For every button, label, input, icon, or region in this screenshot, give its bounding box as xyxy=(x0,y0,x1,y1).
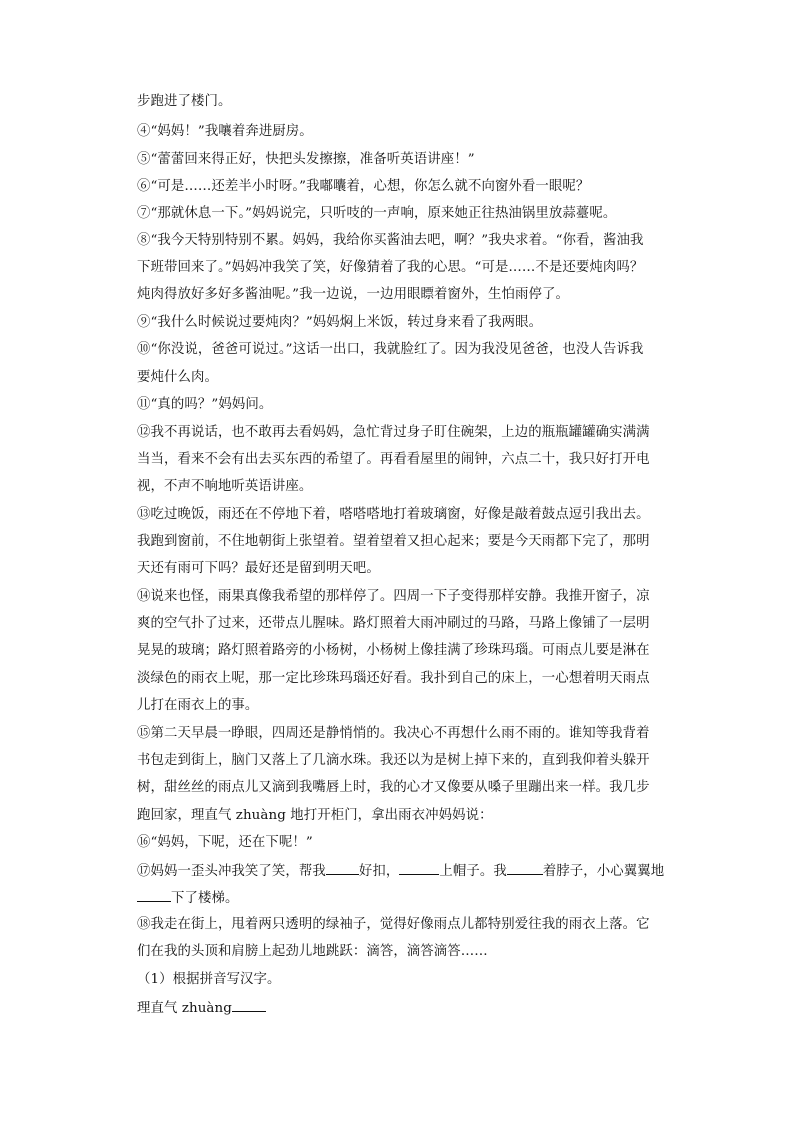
paragraph-17-text-a: ⑰妈妈一歪头冲我笑了笑，帮我 xyxy=(137,864,326,879)
paragraph-15-line-4: 跑回家，理直气 zhuàng 地打开柜门，拿出雨衣冲妈妈说： xyxy=(137,808,493,823)
paragraph-14-line-5: 儿打在雨衣上的事。 xyxy=(137,698,259,713)
paragraph-17-text-e: 下了楼梯。 xyxy=(171,891,239,906)
paragraph-12-line-2: 当当，看来不会有出去买东西的希望了。再看看屋里的闹钟，六点二十，我只好打开电 xyxy=(137,452,650,467)
question-1-title: （1）根据拼音写汉字。 xyxy=(137,972,281,987)
answer-blank[interactable] xyxy=(232,999,266,1012)
paragraph-14-line-4: 淡绿色的雨衣上呢，那一定比珍珠玛瑙还好看。我扑到自己的床上，一心想着明天雨点 xyxy=(137,671,650,686)
paragraph-10-line-1: ⑩“你没说，爸爸可说过。”这话一出口，我就脸红了。因为我没见爸爸，也没人告诉我 xyxy=(137,342,644,357)
paragraph-15-line-1: ⑮第二天早晨一睁眼，四周还是静悄悄的。我决心不再想什么雨不雨的。谁知等我背着 xyxy=(137,726,650,741)
paragraph-13-line-2: 我跑到窗前，不住地朝街上张望着。望着望着又担心起来；要是今天雨都下完了，那明 xyxy=(137,534,650,549)
text-line: 步跑进了楼门。 xyxy=(137,94,232,109)
fill-in-blank[interactable] xyxy=(137,889,171,902)
paragraph-15-line-2: 书包走到街上，脑门又落上了几滴水珠。我还以为是树上掉下来的，直到我仰着头躲开 xyxy=(137,753,650,768)
paragraph-12-line-1: ⑫我不再说话，也不敢再去看妈妈，急忙背过身子盯住碗架，上边的瓶瓶罐罐确实满满 xyxy=(137,425,650,440)
paragraph-10-line-2: 要炖什么肉。 xyxy=(137,370,218,385)
paragraph-13-line-3: 天还有雨可下吗？最好还是留到明天吧。 xyxy=(137,561,380,576)
fill-in-blank[interactable] xyxy=(326,862,359,875)
paragraph-15-line-3: 树，甜丝丝的雨点儿又滴到我嘴唇上时，我的心才又像要从嗓子里蹦出来一样。我几步 xyxy=(137,780,650,795)
paragraph-9: ⑨“我什么时候说过要炖肉？”妈妈焖上米饭，转过身来看了我两眼。 xyxy=(137,315,543,330)
paragraph-11: ⑪“真的吗？”妈妈问。 xyxy=(137,397,273,412)
paragraph-12-line-3: 视，不声不响地听英语讲座。 xyxy=(137,479,313,494)
paragraph-7: ⑦“那就休息一下。”妈妈说完，只听吱的一声响，原来她正往热油锅里放蒜薹呢。 xyxy=(137,206,617,221)
paragraph-16: ⑯“妈妈，下呢，还在下呢！” xyxy=(137,835,313,850)
paragraph-17-line-2 xyxy=(137,889,238,907)
paragraph-17-text-c: 上帽子。我 xyxy=(439,864,507,879)
paragraph-14-line-2: 爽的空气扑了过来，还带点儿腥味。路灯照着大雨冲刷过的马路，马路上像铺了一层明 xyxy=(137,616,650,631)
paragraph-14-line-3: 晃晃的玻璃；路灯照着路旁的小杨树，小杨树上像挂满了珍珠玛瑙。可雨点儿要是淋在 xyxy=(137,643,650,658)
paragraph-17-text-b: 好扣， xyxy=(358,864,400,879)
paragraph-14-line-1: ⑭说来也怪，雨果真像我希望的那样停了。四周一下子变得那样安静。我推开窗子，凉 xyxy=(137,589,650,604)
paragraph-17-text-d: 着脖子，小心翼翼地 xyxy=(542,864,665,879)
question-1-item-text: 理直气 zhuàng xyxy=(137,1001,232,1016)
paragraph-13-line-1: ⑬吃过晚饭，雨还在不停地下着，嗒嗒嗒地打着玻璃窗，好像是敲着鼓点逗引我出去。 xyxy=(137,507,650,522)
paragraph-6: ⑥“可是……还差半小时呀。”我嘟囔着，心想，你怎么就不向窗外看一眼呢？ xyxy=(137,179,590,194)
paragraph-18-line-2: 们在我的头顶和肩膀上起劲儿地跳跃：滴答，滴答滴答…… xyxy=(137,944,488,959)
fill-in-blank[interactable] xyxy=(399,862,439,875)
question-1-item xyxy=(137,999,266,1017)
paragraph-8-line-1: ⑧“我今天特别特别不累。妈妈，我给你买酱油去吧，啊？”我央求着。“你看，酱油我 xyxy=(137,233,644,248)
paragraph-4: ④“妈妈！”我嚷着奔进厨房。 xyxy=(137,124,313,139)
fill-in-blank[interactable] xyxy=(507,862,543,875)
paragraph-17-line-1 xyxy=(137,862,664,880)
paragraph-5: ⑤“蕾蕾回来得正好，快把头发擦擦，准备听英语讲座！” xyxy=(137,152,475,167)
paragraph-18-line-1: ⑱我走在街上，甩着两只透明的绿袖子，觉得好像雨点儿都特别爱往我的雨衣上落。它 xyxy=(137,917,650,932)
paragraph-8-line-2: 下班带回来了。”妈妈冲我笑了笑，好像猜着了我的心思。“可是……不是还要炖肉吗？ xyxy=(137,260,644,275)
paragraph-8-line-3: 炖肉得放好多好多酱油呢。”我一边说，一边用眼瞟着窗外，生怕雨停了。 xyxy=(137,287,569,302)
